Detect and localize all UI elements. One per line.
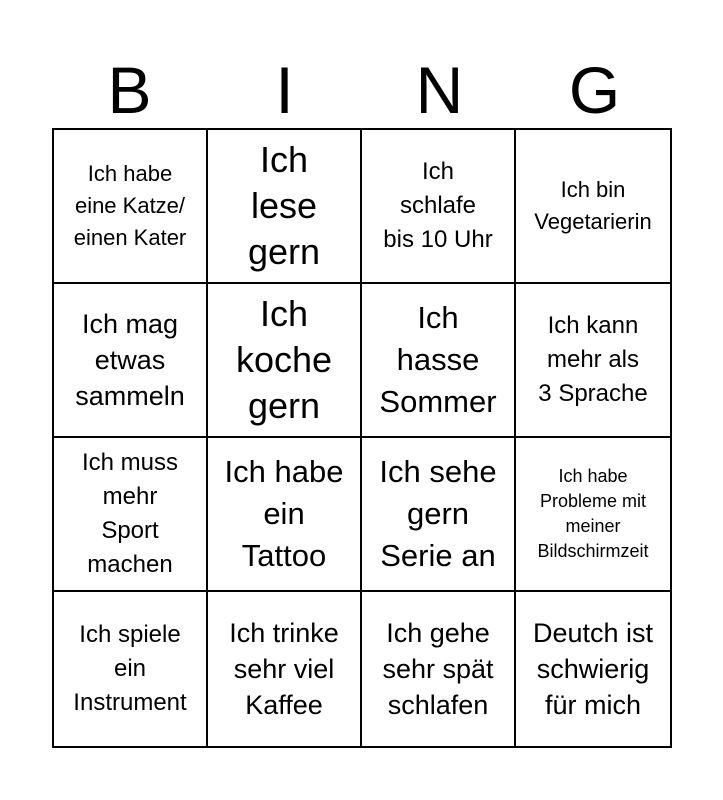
bingo-cell-r1c3[interactable] <box>362 130 516 284</box>
bingo-cell-text: Deutch ist schwierig für mich <box>532 618 654 720</box>
bingo-cell-r2c3[interactable] <box>362 284 516 438</box>
bingo-cell-r4c2[interactable] <box>208 592 362 746</box>
bingo-cell-r4c4[interactable] <box>516 592 670 746</box>
bingo-cell-r4c1[interactable] <box>54 592 208 746</box>
bingo-cell-r2c2[interactable] <box>208 284 362 438</box>
bingo-header <box>52 52 672 128</box>
bingo-cell-text: Ich kann mehr als 3 Sprache <box>538 312 648 407</box>
bingo-cell-text: Ich habe eine Katze/ einen Kater <box>73 161 187 250</box>
bingo-cell-text: Ich trinke sehr viel Kaffee <box>229 618 339 720</box>
header-letter-i: I <box>275 53 294 127</box>
bingo-cell-text: Ich schlafe bis 10 Uhr <box>383 158 493 253</box>
bingo-cell-text: Ich bin Vegetarierin <box>534 177 652 234</box>
bingo-cell-text: Ich hasse Sommer <box>379 300 497 419</box>
bingo-cell-text: Ich sehe gern Serie an <box>379 454 497 573</box>
bingo-cell-r3c2[interactable] <box>208 438 362 592</box>
header-letter-g: G <box>568 53 621 127</box>
bingo-cell-r4c3[interactable] <box>362 592 516 746</box>
bingo-cell-r1c2[interactable] <box>208 130 362 284</box>
bingo-cell-text: Ich habe ein Tattoo <box>224 454 344 573</box>
bingo-cell-r2c4[interactable] <box>516 284 670 438</box>
bingo-cell-r3c3[interactable] <box>362 438 516 592</box>
bingo-cell-r3c1[interactable] <box>54 438 208 592</box>
bingo-board <box>52 128 672 748</box>
bingo-cell-text: Ich muss mehr Sport machen <box>81 449 179 578</box>
bingo-cell-r3c4[interactable] <box>516 438 670 592</box>
header-letter-n: N <box>415 53 464 127</box>
bingo-cell-text: Ich lese gern <box>247 139 321 272</box>
bingo-cell-text: Ich gehe sehr spät schlafen <box>382 618 494 720</box>
bingo-cell-text: Ich spiele ein Instrument <box>73 621 187 716</box>
bingo-cell-text: Ich mag etwas sammeln <box>75 309 185 411</box>
bingo-cell-r2c1[interactable] <box>54 284 208 438</box>
bingo-cell-text: Ich koche gern <box>235 293 333 426</box>
header-letter-b: B <box>107 53 152 127</box>
bingo-cell-r1c4[interactable] <box>516 130 670 284</box>
bingo-cell-text: Ich habe Probleme mit meiner Bildschirmzeit <box>537 466 649 561</box>
bingo-cell-r1c1[interactable] <box>54 130 208 284</box>
